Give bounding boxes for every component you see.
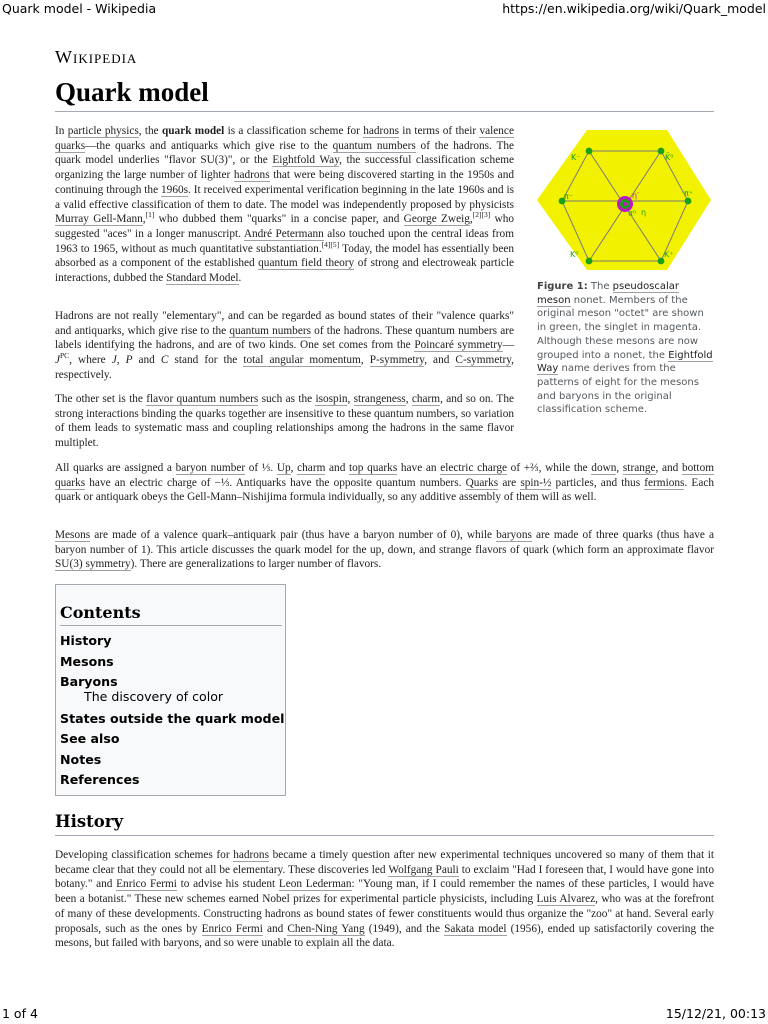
inline-link[interactable]: charm [411,393,441,405]
text-run: to advise his student [176,878,279,891]
text-run: (1956), ended up satisfactorily covering the mesons, but failed with baryons, and so were unable to explain all the data. [55,922,714,950]
inline-link[interactable]: strange [622,462,656,474]
text-run: In [55,125,68,137]
text-run: of ⅓. [245,462,277,474]
meson-dot [586,148,593,155]
text-run: , [360,354,370,367]
bold-text: quark model [161,125,225,137]
singlet-core [623,202,627,206]
inline-link[interactable]: George Zweig [403,213,470,226]
inline-link[interactable]: Eightfold Way [537,349,713,375]
history-paragraph-1 [55,848,714,951]
text-run: , [142,213,146,226]
inline-link[interactable]: Standard Model [166,272,239,285]
text-run: stand for the [168,354,244,367]
text-run: and [132,354,161,367]
inline-link[interactable]: quantum field theory [258,257,355,270]
label-pi-plus: π⁺ [684,189,694,198]
inline-link[interactable]: Up [276,462,291,474]
print-footer [0,1006,768,1024]
inline-link[interactable]: hadrons [233,169,270,182]
text-run: that were being discovered starting in the 1950s and continuing through the [55,169,514,196]
text-run: . Each quark or antiquark obeys the Gell-Mann–Nishijima formula individually, so any additive assembly of them will as well. [55,476,714,504]
text-run: , where [69,354,112,367]
inline-link[interactable]: bottom quarks [55,462,715,489]
print-url[interactable]: https://en.wikipedia.org/wiki/Quark_model [502,1,766,16]
text-run: (1949), and the [364,922,445,935]
text-run: and [325,462,350,474]
inline-link[interactable]: P-symmetry [369,354,425,367]
intro-paragraph-5 [55,528,714,572]
label-k-minus: K⁻ [571,153,581,162]
text-run: and [262,922,288,935]
intro-paragraph-2 [55,309,514,383]
label-eta-prime: η′ [632,191,639,200]
inline-link[interactable]: strangeness [353,393,406,405]
inline-link[interactable]: Poincaré symmetry [414,339,503,352]
text-run: such as the [258,393,316,405]
inline-link[interactable]: Wolfgang Pauli [388,863,459,876]
wikipedia-wordmark[interactable]: Wikipedia [55,47,138,67]
text-run: became a timely question after new experimental techniques uncovered so many of them that it became clear that they could not all be elementary. These discoveries led [55,849,714,876]
inline-link[interactable]: Enrico Fermi [201,922,263,935]
toc-item-discovery-of-color[interactable]: The discovery of color [84,689,224,704]
text-run: particles, and thus [551,476,645,489]
text-run: Developing classification schemes for [55,849,234,861]
citation-ref[interactable]: [2][3] [472,210,491,220]
toc-item-see-also[interactable]: See also [60,731,120,746]
toc-item-baryons[interactable]: Baryons [60,674,118,689]
label-pi-zero: π⁰ [628,209,637,218]
label-k-zero: K⁰ [570,250,579,259]
toc-item-references[interactable]: References [60,772,140,787]
inline-link[interactable]: electric charge [440,462,508,474]
italic-symbol: P [125,354,133,367]
inline-link[interactable]: Chen-Ning Yang [287,922,365,935]
history-heading: History [55,812,714,836]
text-run: who dubbed them "quarks" in a concise paper, and [154,213,404,226]
meson-dot [586,258,593,265]
inline-link[interactable]: quantum numbers [332,139,416,152]
text-run: The other set is the [55,393,147,405]
text-run: , respectively. [55,354,514,381]
text-run: have an [397,462,441,474]
figure-caption [537,280,714,417]
text-run: — [502,339,515,352]
inline-link[interactable]: flavor quantum numbers [146,393,259,405]
inline-link[interactable]: pseudoscalar meson [537,281,680,306]
label-k-plus: K⁺ [664,250,674,259]
text-run: , who was at the forefront of many of these developments. Constructing hadrons as bound states of fewer constituents would thus organize the "zoo" at hand. Several early proposals, such as the ones by [55,893,714,935]
inline-link[interactable]: charm [297,462,326,474]
citation-ref[interactable]: [4][5] [321,239,340,249]
print-header [0,0,768,20]
text-run: ). There are generalizations to larger number of flavors. [130,558,382,571]
meson-nonet-figure [533,127,714,417]
inline-link[interactable]: SU(3) symmetry [55,558,131,571]
meson-dot [658,148,665,155]
print-page-number: 1 of 4 [2,1006,38,1021]
text-run: All quarks are assigned a [55,462,176,474]
text-run: , and [424,354,456,367]
text-run: is a classification scheme for [224,125,364,137]
text-run: of the hadrons. The quark model underlies "flavor SU(3)", or the [55,139,515,167]
text-run: who suggested "aces" in a longer manuscript. [55,213,515,240]
toc-title: Contents [60,603,282,626]
page-title: Quark model [55,77,714,112]
toc-item-history[interactable]: History [60,633,112,648]
table-of-contents [55,584,286,796]
intro-paragraph-3 [55,392,514,451]
text-run: , [290,462,298,474]
bold-text: Figure 1: [537,281,588,292]
text-run: are made of three quarks (thus have a baryon number of 1). This article discusses the quark model for the up, down, and strange flavors of quark (which form an approximate flavor [55,529,714,556]
text-run: of the hadrons. These quantum numbers are labels identifying the hadrons, and are of two kinds. One set comes from the [55,324,515,352]
inline-link[interactable]: top quarks [349,462,398,474]
inline-link[interactable]: total angular momentum [243,354,361,367]
text-run: , [347,393,354,405]
text-run: Hadrons are not really "elementary", and can be regarded as bound states of their "valence quarks" and antiquarks, which give rise to the [55,310,514,337]
text-run: also touched upon the central ideas from 1963 to 1965, without as much quantitative substantiation. [55,227,514,255]
text-run: . It received experimental verification beginning in the late 1960s and is a valid effective classification of them to date. The model was independently proposed by physicists [55,183,514,211]
text-run: in terms of their [399,125,480,137]
inline-link[interactable]: André Petermann [243,227,324,240]
meson-nonet-diagram[interactable] [533,127,714,272]
italic-symbol: J [55,354,61,367]
inline-link[interactable]: isospin [315,393,348,405]
italic-symbol: C [160,354,169,367]
inline-link[interactable]: 1960s [161,183,189,196]
text-run: Today, the model has essentially been absorbed as a component of the established [55,242,514,270]
inline-link[interactable]: Luis Alvarez [536,893,596,906]
print-page-title: Quark model - Wikipedia [2,1,157,16]
inline-link[interactable]: Leon Lederman [278,878,352,891]
text-run: are [498,476,521,489]
inline-link[interactable]: quantum numbers [229,324,311,337]
inline-link[interactable]: baryons [496,529,532,541]
label-eta: η [641,208,647,217]
text-run: , and so on. The strong interactions binding the quarks together are insensitive to these quantum numbers, so variation of them leads to systematic mass and coupling relationships among the hadrons in the same flavor multiplet. [55,393,514,450]
toc-item-mesons[interactable]: Mesons [60,654,114,669]
print-datetime: 15/12/21, 00:13 [665,1006,766,1021]
inline-link[interactable]: hadrons [233,849,269,861]
text-run: , [469,213,473,226]
text-run: nonet. Members of the original meson "octet" are shown in green, the singlet in magenta. Although these mesons are now grouped into a nonet, the [537,294,704,361]
inline-link[interactable]: Enrico Fermi [116,878,177,891]
inline-link[interactable]: Sakata model [444,922,507,935]
text-run: of +⅔, while the [507,462,592,474]
label-k0-bar: K̄⁰ [665,153,674,162]
inline-link[interactable]: particle physics [67,125,139,137]
meson-dot [685,198,692,205]
text-run: name derives from the patterns of eight for the mesons and baryons in the original classification scheme. [537,363,699,416]
inline-link[interactable]: Murray Gell-Mann [55,213,143,226]
inline-link[interactable]: Quarks [465,476,499,489]
inline-link[interactable]: C-symmetry [455,354,512,367]
text-run: , the [138,125,162,137]
inline-link[interactable]: baryon number [175,462,246,474]
text-run: , [616,462,623,474]
toc-item-states-outside[interactable]: States outside the quark model [60,711,285,726]
inline-link[interactable]: valence quarks [55,125,514,152]
inline-link[interactable]: Mesons [55,529,91,541]
intro-paragraph-1 [55,124,514,286]
text-run: , [116,354,126,367]
label-pi-minus: π⁻ [564,192,574,201]
text-run: . [238,272,242,285]
text-run: of strong and electroweak particle interactions, dubbed the [55,257,515,285]
intro-paragraph-4 [55,461,714,505]
inline-link[interactable]: spin-½ [520,476,552,489]
text-run: —the quarks and antiquarks which give rise to the [85,139,333,152]
text-run: , the successful classification scheme organizing the large number of lighter [55,154,515,182]
inline-link[interactable]: fermions [644,476,685,489]
inline-link[interactable]: hadrons [363,125,400,137]
inline-link[interactable]: Eightfold Way [272,154,340,167]
italic-symbol: J [111,354,117,367]
inline-link[interactable]: down [591,462,617,474]
citation-ref[interactable]: [1] [145,210,155,220]
toc-item-notes[interactable]: Notes [60,752,102,767]
text-run: to exclaim "Had I foreseen that, I would have gone into botany." and [55,863,714,891]
text-run: are made of a valence quark–antiquark pair (thus have a baryon number of 0), while [90,529,497,541]
text-run: have an electric charge of −⅓. Antiquarks have the opposite quantum numbers. [85,476,466,489]
text-run: : "Young man, if I could remember the names of these particles, I would have been a botanist." These new schemes earned Nobel prizes for experimental particle physicists, including [55,878,715,906]
text-run: , [405,393,412,405]
text-run: , and [655,462,682,474]
text-run: The [587,281,613,292]
citation-ref[interactable]: PC [60,351,70,361]
